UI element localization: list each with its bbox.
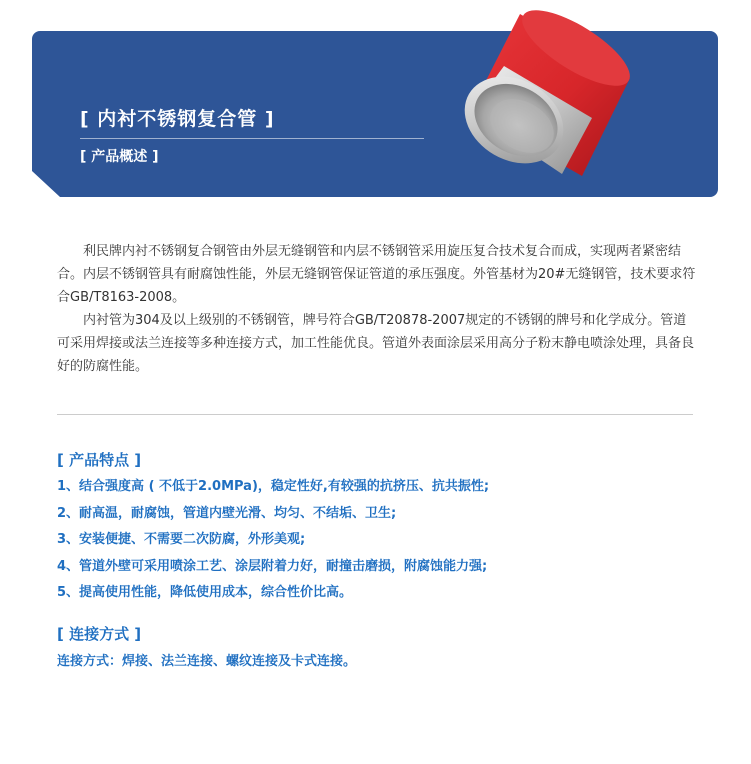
feature-item: 4、管道外壁可采用喷涂工艺、涂层附着力好，耐撞击磨损，附腐蚀能力强; — [57, 558, 488, 574]
overview-paragraph: 内衬管为304及以上级别的不锈钢管，牌号符合GB/T20878-2007规定的不锈钢的牌号和化学成分。管道可采用焊接或法兰连接等多种连接方式，加工性能优良。管道外表面涂层采用高分子粉末静电喷涂处理，具备良好的防腐性能。 — [57, 313, 695, 374]
feature-item: 2、耐高温，耐腐蚀，管道内壁光滑、均匀、不结垢、卫生; — [57, 505, 397, 521]
feature-item: 1、结合强度高 ( 不低于2.0MPa)，稳定性好,有较强的抗挤压、抗共振性; — [57, 479, 490, 494]
features-heading: [ 产品特点 ] — [57, 451, 142, 469]
connection-heading: [ 连接方式 ] — [57, 625, 142, 643]
overview-text — [57, 240, 697, 378]
overview-paragraph: 利民牌内衬不锈钢复合钢管由外层无缝钢管和内层不锈钢管采用旋压复合技术复合而成，实现两者紧密结合。内层不锈钢管具有耐腐蚀性能，外层无缝钢管保证管道的承压强度。外管基材为20#无缝钢管，技术要求符合GB/T8163-2008。 — [57, 244, 696, 305]
connection-text: 连接方式：焊接、法兰连接、螺纹连接及卡式连接。 — [57, 654, 357, 669]
page-title: [ 内衬不锈钢复合管 ] — [80, 108, 275, 130]
overview-heading: [ 产品概述 ] — [80, 149, 159, 165]
features-list — [57, 474, 489, 607]
section-divider — [57, 414, 693, 415]
pipe-image — [452, 8, 642, 190]
feature-item: 5、提高使用性能，降低使用成本，综合性价比高。 — [57, 585, 353, 600]
title-divider — [80, 138, 424, 139]
feature-item: 3、安装便捷、不需要二次防腐，外形美观; — [57, 532, 306, 547]
